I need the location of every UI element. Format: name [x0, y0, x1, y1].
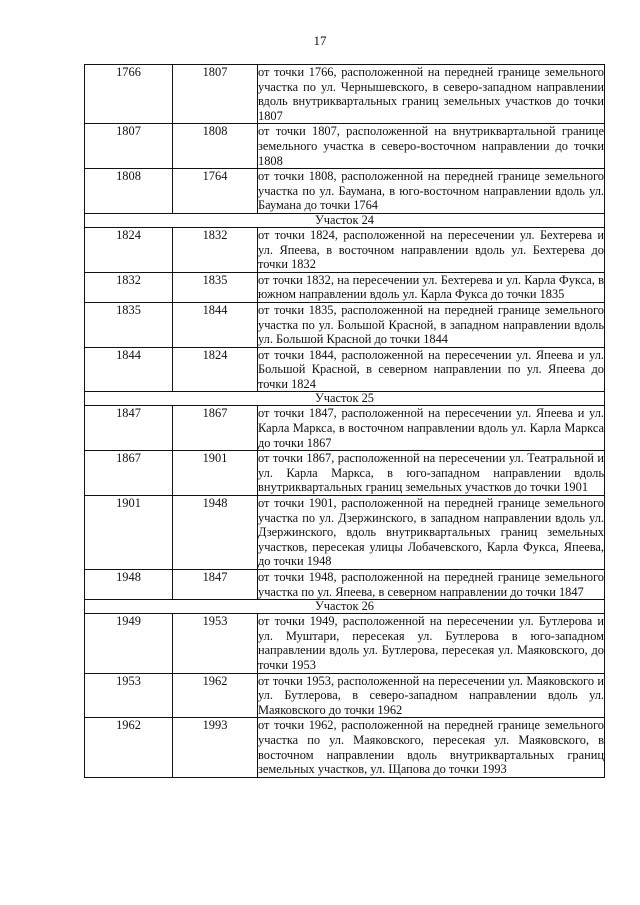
page-number: 17 [313, 33, 327, 48]
to-point-cell: 1844 [173, 302, 258, 347]
to-point-cell: 1953 [173, 614, 258, 673]
table-body [85, 65, 605, 778]
description-cell: от точки 1807, расположенной на внутриквартальной границе земельного участка в северо-восточном направлении до точки 1808 [258, 124, 604, 168]
to-point-cell: 1948 [173, 496, 258, 570]
from-point-cell: 1962 [85, 718, 173, 777]
to-point-cell: 1764 [173, 169, 258, 214]
from-point-cell: 1948 [85, 570, 173, 600]
table-row [85, 65, 605, 124]
to-point-cell: 1847 [173, 570, 258, 600]
to-point-cell: 1993 [173, 718, 258, 777]
section-header-row [85, 600, 605, 614]
table-row [85, 614, 605, 673]
description-cell: от точки 1835, расположенной на передней границе земельного участка по ул. Большой Красной, в западном направлении вдоль ул. Большой Красной до точки 1844 [258, 302, 604, 347]
section-header-row [85, 392, 605, 406]
description-cell: от точки 1847, расположенной на пересечении ул. Япеева и ул. Карла Маркса, в восточном направлении вдоль ул. Карла Маркса до точки 1867 [258, 406, 604, 450]
description-cell: от точки 1962, расположенной на передней границе земельного участка по ул. Маяковского, пересекая ул. Маяковского, в восточном направлении вдоль внутриквартальных границ земельных участков, ул. Щапова до точки 1993 [258, 718, 604, 777]
table-row [85, 718, 605, 777]
table-row [85, 570, 605, 600]
table-row [85, 406, 605, 451]
from-point-cell: 1824 [85, 227, 173, 272]
to-point-cell: 1901 [173, 451, 258, 496]
description-cell: от точки 1901, расположенной на передней границе земельного участка по ул. Дзержинского, в западном направлении вдоль ул. Дзержинского, вдоль внутриквартальных границ земельных участков, пересекая улицы Лобачевского, Карла Фукса, Япеева, до точки 1948 [258, 496, 604, 569]
to-point-cell: 1807 [173, 65, 258, 124]
from-point-cell: 1847 [85, 406, 173, 451]
section-title: Участок 25 [85, 392, 605, 406]
to-point-cell: 1824 [173, 347, 258, 392]
description-cell: от точки 1948, расположенной на передней границе земельного участка по ул. Япеева, в северном направлении до точки 1847 [258, 570, 604, 599]
table-row [85, 496, 605, 570]
from-point-cell: 1844 [85, 347, 173, 392]
from-point-cell: 1867 [85, 451, 173, 496]
to-point-cell: 1808 [173, 124, 258, 169]
table-row [85, 227, 605, 272]
description-cell: от точки 1766, расположенной на передней границе земельного участка по ул. Чернышевского, в северо-западном направлении вдоль внутриквартальных границ земельных участков до точки 1807 [258, 65, 604, 123]
description-cell: от точки 1808, расположенной на передней границе земельного участка по ул. Баумана, в юго-восточном направлении вдоль ул. Баумана до точки 1764 [258, 169, 604, 213]
to-point-cell: 1867 [173, 406, 258, 451]
to-point-cell: 1962 [173, 673, 258, 718]
section-title: Участок 24 [85, 213, 605, 227]
description-cell: от точки 1867, расположенной на пересечении ул. Театральной и ул. Карла Маркса, в юго-западном направлении вдоль внутриквартальных границ земельных участков до точки 1901 [258, 451, 604, 495]
table-row [85, 302, 605, 347]
description-cell: от точки 1844, расположенной на пересечении ул. Япеева и ул. Большой Красной, в северном направлении по ул. Япеева до точки 1824 [258, 347, 604, 391]
description-cell: от точки 1953, расположенной на пересечении ул. Маяковского и ул. Бутлерова, в северо-западном направлении вдоль ул. Маяковского до точки 1962 [258, 673, 604, 717]
to-point-cell: 1832 [173, 227, 258, 272]
from-point-cell: 1808 [85, 169, 173, 214]
from-point-cell: 1953 [85, 673, 173, 718]
table-row [85, 124, 605, 169]
from-point-cell: 1835 [85, 302, 173, 347]
description-cell: от точки 1832, на пересечении ул. Бехтерева и ул. Карла Фукса, в южном направлении вдоль ул. Карла Фукса до точки 1835 [258, 272, 604, 302]
table-row [85, 451, 605, 496]
from-point-cell: 1807 [85, 124, 173, 169]
to-point-cell: 1835 [173, 272, 258, 302]
section-title: Участок 26 [85, 600, 605, 614]
table-row [85, 169, 605, 214]
from-point-cell: 1901 [85, 496, 173, 570]
description-cell: от точки 1824, расположенной на пересечении ул. Бехтерева и ул. Япеева, в восточном направлении вдоль ул. Бехтерева до точки 1832 [258, 227, 604, 272]
from-point-cell: 1949 [85, 614, 173, 673]
table-row [85, 272, 605, 302]
table-row [85, 347, 605, 392]
from-point-cell: 1832 [85, 272, 173, 302]
boundary-table [84, 64, 605, 778]
table-row [85, 673, 605, 718]
section-header-row [85, 213, 605, 227]
description-cell: от точки 1949, расположенной на пересечении ул. Бутлерова и ул. Муштари, пересекая ул. Бутлерова в юго-западном направлении вдоль ул. Бутлерова, пересекая ул. Маяковского, до точки 1953 [258, 614, 604, 672]
from-point-cell: 1766 [85, 65, 173, 124]
